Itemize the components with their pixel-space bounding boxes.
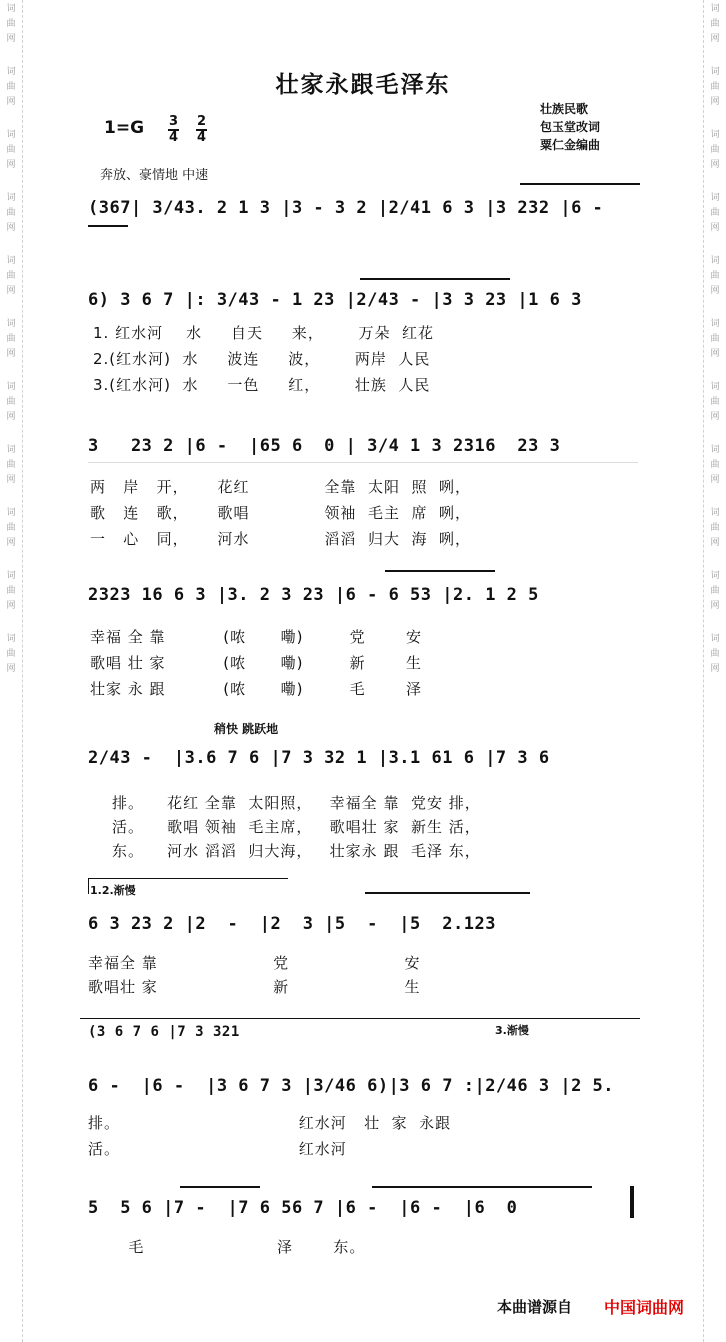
watermark-char: 曲	[6, 460, 16, 470]
watermark-char: 曲	[710, 649, 720, 659]
watermark-char: 网	[6, 223, 16, 233]
watermark-char: 词	[6, 130, 16, 140]
meter-top: 3	[168, 114, 179, 129]
watermark-char: 词	[6, 319, 16, 329]
watermark-char: 词	[6, 445, 16, 455]
watermark-char: 曲	[6, 271, 16, 281]
lyric-verse-1: 排。 红水河 壮 家 永跟	[88, 1114, 452, 1132]
watermark-char: 网	[710, 664, 720, 674]
watermark-char: 词	[710, 508, 720, 518]
key-signature: 1=G	[104, 118, 145, 138]
watermark-char: 词	[710, 256, 720, 266]
song-title: 壮家永跟毛泽东	[275, 72, 451, 98]
lyric-verse-2: 活。 歌唱 领袖 毛主席， 歌唱壮 家 新生 活，	[112, 818, 481, 836]
watermark-char: 曲	[710, 460, 720, 470]
watermark-char: 曲	[6, 19, 16, 29]
watermark-char: 词	[710, 130, 720, 140]
watermark-char: 词	[710, 193, 720, 203]
time-signature-a	[168, 115, 179, 145]
watermark-char: 网	[6, 97, 16, 107]
volta-line	[88, 878, 288, 879]
watermark-char: 词	[710, 445, 720, 455]
watermark-char: 曲	[6, 82, 16, 92]
watermark-char: 词	[710, 571, 720, 581]
watermark-char: 词	[6, 382, 16, 392]
watermark-char: 曲	[710, 271, 720, 281]
watermark-char: 网	[6, 601, 16, 611]
watermark-char: 网	[710, 601, 720, 611]
watermark-char: 网	[710, 475, 720, 485]
watermark-char: 网	[6, 412, 16, 422]
lyric-verse-3: 3.(红水河) 水 一色 红， 壮族 人民	[93, 376, 431, 394]
watermark-char: 词	[6, 508, 16, 518]
time-signature-b	[196, 115, 207, 145]
watermark-char: 网	[710, 97, 720, 107]
meter-bottom: 4	[196, 129, 207, 145]
score-line-8-notes: 5 5 6 |7 - |7 6 56 7 |6 - |6 - |6 0	[88, 1198, 518, 1218]
lyric-verse-2: 歌唱 壮 家 (哝 嘞) 新 生	[90, 654, 423, 672]
beam	[88, 225, 128, 227]
watermark-char: 网	[710, 223, 720, 233]
score-line-3-notes: 3 23 2 |6 - |65 6 0 | 3/4 1 3 2316 23 3	[88, 436, 561, 456]
tempo-change-marking: 稍快 跳跃地	[214, 722, 279, 736]
watermark-char: 曲	[710, 523, 720, 533]
watermark-char: 词	[6, 67, 16, 77]
lyric-verse-2: 歌唱壮 家 新 生	[88, 978, 421, 996]
watermark-char: 词	[710, 382, 720, 392]
watermark-char: 曲	[6, 397, 16, 407]
tie-slur	[365, 892, 530, 894]
watermark-char: 词	[710, 319, 720, 329]
watermark-char: 网	[6, 664, 16, 674]
watermark-char: 词	[6, 193, 16, 203]
lyric-verse-2: 2.(红水河) 水 波连 波， 两岸 人民	[93, 350, 431, 368]
watermark-char: 网	[6, 475, 16, 485]
watermark-strip-left	[0, 0, 23, 1342]
tie-slur	[372, 1186, 592, 1188]
watermark-char: 网	[6, 160, 16, 170]
watermark-char: 网	[710, 538, 720, 548]
watermark-char: 曲	[6, 523, 16, 533]
watermark-char: 词	[6, 4, 16, 14]
watermark-char: 网	[710, 412, 720, 422]
watermark-char: 曲	[710, 586, 720, 596]
meter-top: 2	[196, 114, 207, 129]
score-line-5-notes: 2/43 - |3.6 7 6 |7 3 32 1 |3.1 61 6 |7 3 6	[88, 748, 550, 768]
source-brand-link[interactable]: 中国词曲网	[604, 1298, 685, 1317]
watermark-char: 曲	[710, 334, 720, 344]
credit-genre: 壮族民歌	[540, 102, 589, 116]
score-line-2-notes: 6) 3 6 7 |: 3/43 - 1 23 |2/43 - |3 3 23 |1 6 3	[88, 290, 582, 310]
watermark-char: 网	[6, 286, 16, 296]
watermark-char: 曲	[6, 334, 16, 344]
tie-slur	[385, 570, 495, 572]
watermark-char: 曲	[710, 397, 720, 407]
score-line-7-intro: (3 6 7 6 |7 3 321	[88, 1024, 240, 1040]
lyric-verse-3: 东。 河水 滔滔 归大海， 壮家永 跟 毛泽 东，	[112, 842, 481, 860]
meter-bottom: 4	[168, 129, 179, 145]
watermark-char: 网	[710, 349, 720, 359]
watermark-char: 词	[6, 256, 16, 266]
watermark-char: 曲	[6, 145, 16, 155]
lyric-verse-1: 幸福全 靠 党 安	[88, 954, 421, 972]
source-label: 本曲谱源自	[497, 1298, 573, 1316]
watermark-char: 网	[6, 34, 16, 44]
lyric-line-8: 毛 泽 东。	[88, 1238, 366, 1256]
lyric-verse-1: 幸福 全 靠 (哝 嘞) 党 安	[90, 628, 423, 646]
lyric-verse-1: 两 岸 开， 花红 全靠 太阳 照 咧，	[90, 478, 472, 496]
watermark-char: 曲	[6, 586, 16, 596]
watermark-strip-right	[703, 0, 726, 1342]
lyric-verse-2: 活。 红水河	[88, 1140, 347, 1158]
watermark-char: 词	[6, 634, 16, 644]
lyric-verse-1: 排。 花红 全靠 太阳照， 幸福全 靠 党安 排，	[112, 794, 481, 812]
volta-line	[80, 1018, 640, 1019]
watermark-char: 词	[710, 67, 720, 77]
watermark-char: 词	[710, 634, 720, 644]
score-line-1-notes: (367| 3/43. 2 1 3 |3 - 3 2 |2/41 6 3 |3 232 |6 -	[88, 198, 604, 218]
watermark-char: 网	[6, 349, 16, 359]
lyric-verse-3: 一 心 同， 河水 滔滔 归大 海 咧，	[90, 530, 472, 548]
watermark-char: 词	[710, 4, 720, 14]
watermark-char: 曲	[710, 82, 720, 92]
watermark-char: 曲	[710, 19, 720, 29]
watermark-char: 曲	[6, 208, 16, 218]
watermark-char: 网	[710, 286, 720, 296]
credit-lyricist: 包玉堂改词	[540, 120, 601, 134]
score-line-4-notes: 2323 16 6 3 |3. 2 3 23 |6 - 6 53 |2. 1 2 5	[88, 585, 539, 605]
final-barline	[630, 1186, 634, 1218]
volta-bracket-1-2: 1.2.渐慢	[90, 884, 136, 897]
lyric-verse-3: 壮家 永 跟 (哝 嘞) 毛 泽	[90, 680, 423, 698]
tie-slur	[520, 183, 640, 185]
watermark-char: 曲	[710, 145, 720, 155]
watermark-char: 网	[710, 34, 720, 44]
volta-line	[88, 878, 89, 894]
watermark-char: 曲	[6, 649, 16, 659]
tie-slur	[180, 1186, 260, 1188]
tie-slur	[360, 278, 510, 280]
watermark-char: 网	[710, 160, 720, 170]
watermark-char: 曲	[710, 208, 720, 218]
watermark-char: 词	[6, 571, 16, 581]
credit-arranger: 粟仁金编曲	[540, 138, 601, 152]
watermark-char: 网	[6, 538, 16, 548]
lyric-verse-2: 歌 连 歌， 歌唱 领袖 毛主 席 咧，	[90, 504, 472, 522]
score-line-7-notes: 6 - |6 - |3 6 7 3 |3/46 6)|3 6 7 :|2/46 3 |2 5.	[88, 1076, 615, 1096]
volta-bracket-3: 3.渐慢	[495, 1024, 529, 1037]
lyric-verse-1: 1. 红水河 水 自天 来， 万朵 红花	[93, 324, 434, 342]
score-line-6-notes: 6 3 23 2 |2 - |2 3 |5 - |5 2.123	[88, 914, 496, 934]
tempo-marking: 奔放、豪情地 中速	[100, 168, 209, 183]
staff-guide	[88, 462, 638, 463]
